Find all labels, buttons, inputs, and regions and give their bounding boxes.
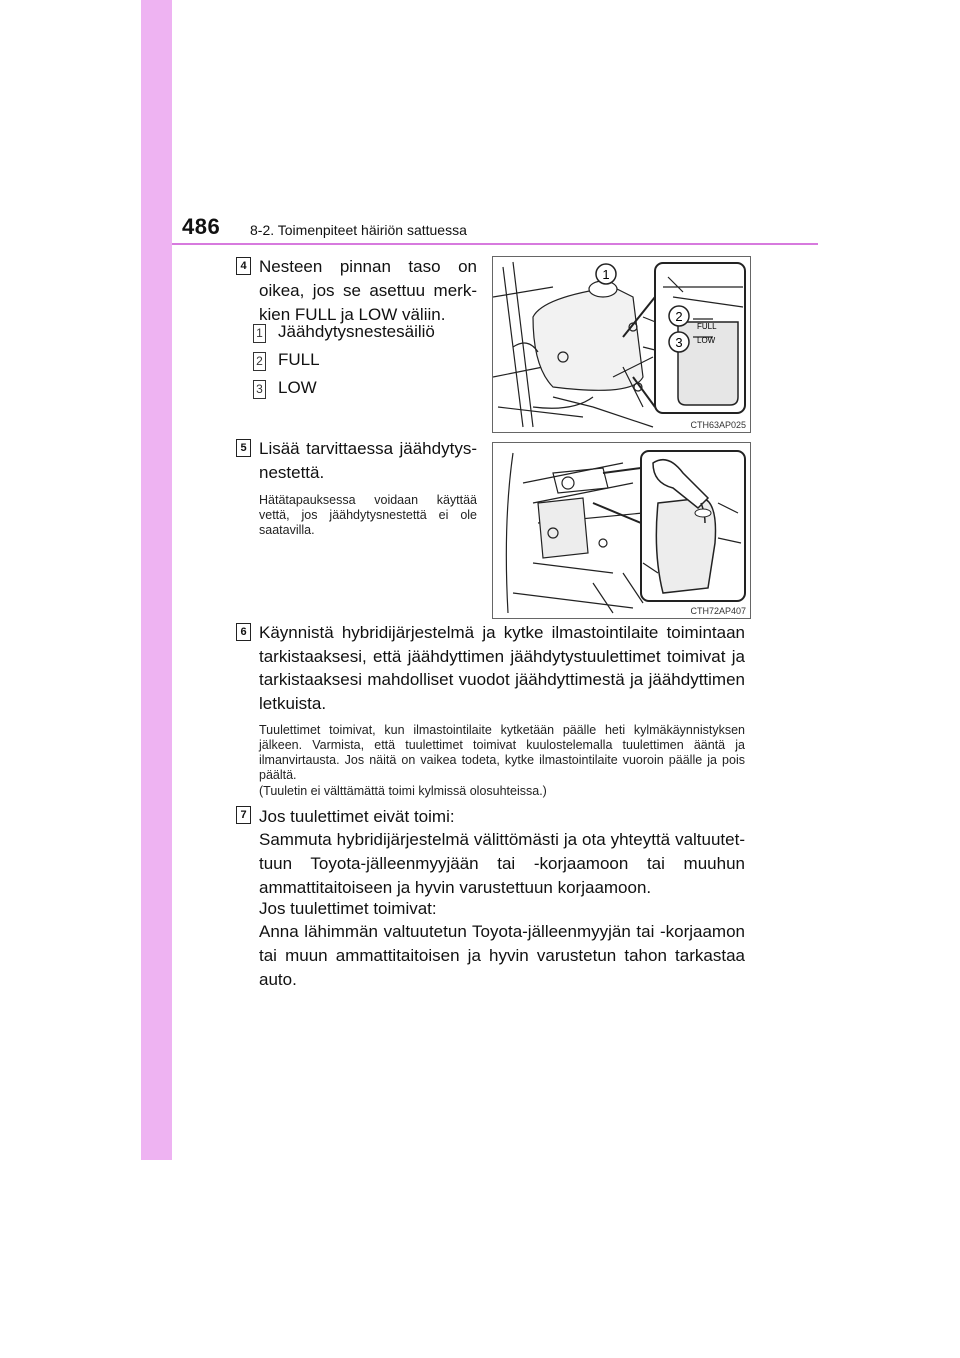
coolant-reservoir-figure	[492, 256, 751, 433]
callout-2: 2	[675, 309, 683, 324]
callout-1: 1	[602, 267, 610, 282]
coolant-reservoir-illustration	[493, 257, 750, 432]
step-5-text: Lisää tarvittaessa jäähdytysnestettä.	[259, 439, 477, 482]
item-3-number: 3	[253, 380, 266, 399]
step-6-note-cold: (Tuuletin ei välttämättä toimi kylmissä olosuhteissa.)	[259, 784, 547, 798]
item-3-label: LOW	[278, 378, 317, 397]
item-1-number: 1	[253, 324, 266, 343]
section-title: 8-2. Toimenpiteet häiriön sattuessa	[250, 222, 467, 238]
full-mark-label: FULL	[697, 322, 717, 331]
header-divider	[172, 243, 818, 245]
low-mark-label: LOW	[697, 336, 716, 345]
step-7-fans-fail-text: Sammuta hybridijärjestelmä välittömästi ja ota yhteyttä valtuutettuun Toyota-jälleenmyyjään tai -korjaamoon tai muuhun ammattitaitoiseen ja hyvin varustettuun korjaamoon.	[259, 830, 745, 897]
chapter-sidebar-tab	[141, 0, 172, 1160]
refill-coolant-figure	[492, 442, 751, 619]
step-6-badge: 6	[236, 623, 251, 641]
item-2-label: FULL	[278, 350, 320, 369]
page-number: 486	[182, 214, 221, 239]
step-7-fans-work-heading: Jos tuulettimet toimivat:	[259, 899, 437, 918]
step-6-note: Tuulettimet toimivat, kun ilmastointilaite kytketään päälle heti kylmäkäynnistyksen jälkeen. Varmista, että tuulettimet toimivat kuulostelemalla tuulettimen ääntä ja ilmanvirtausta. Jos näitä on vaikea todeta, kytke ilmastointilaite vuoroin päälle ja pois päältä.	[259, 723, 745, 782]
step-7-fans-fail-heading: Jos tuulettimet eivät toimi:	[259, 807, 455, 826]
item-2-number: 2	[253, 352, 266, 371]
item-1-label: Jäähdytysnestesäiliö	[278, 322, 435, 341]
step-4-text: Nesteen pinnan taso on oikea, jos se asettuu merkkien FULL ja LOW väliin.	[259, 257, 477, 324]
refill-coolant-illustration	[493, 443, 750, 618]
step-5-badge: 5	[236, 439, 251, 457]
callout-3: 3	[675, 335, 683, 350]
step-5-note: Hätätapauksessa voidaan käyttää vettä, jos jäähdytysnestettä ei ole saatavilla.	[259, 493, 477, 537]
step-7-fans-work-text: Anna lähimmän valtuutetun Toyota-jälleenmyyjän tai -korjaamon tai muun ammattitaitoisen ja hyvin varustetun tahon tarkastaa auto.	[259, 922, 745, 989]
step-7-badge: 7	[236, 806, 251, 824]
step-4-badge: 4	[236, 257, 251, 275]
figure-1-code: CTH63AP025	[690, 420, 746, 430]
step-6-text: Käynnistä hybridijärjestelmä ja kytke ilmastointilaite toimintaan tarkistaaksesi, että jäähdyttimen jäähdytystuulettimet toimivat ja tarkistaaksesi mahdolliset vuodot jäähdyttimestä ja jäähdyttimen letkuista.	[259, 623, 745, 713]
figure-2-code: CTH72AP407	[690, 606, 746, 616]
